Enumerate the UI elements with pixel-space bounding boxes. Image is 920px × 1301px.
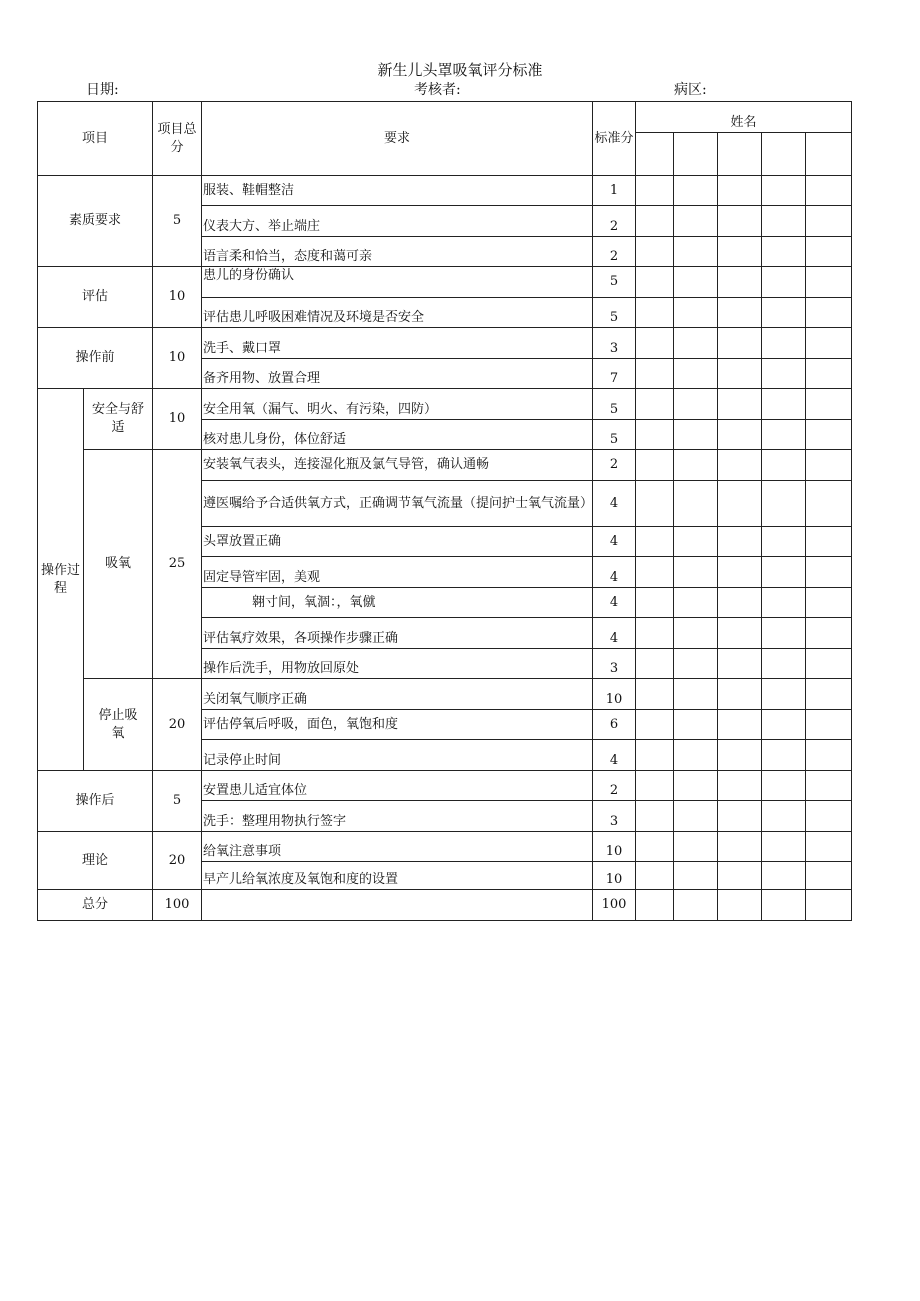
scoring-table — [37, 101, 852, 921]
standard-score: 3 — [593, 649, 636, 679]
score-cell[interactable] — [762, 710, 806, 740]
group-theory: 理论 — [38, 832, 153, 890]
score-cell[interactable] — [718, 649, 762, 679]
score-cell[interactable] — [762, 832, 806, 862]
requirement-cell: 安置患儿适宜体位 — [202, 771, 593, 801]
group-safety: 安全与舒适 — [84, 389, 153, 450]
requirement-cell: 记录停止时间 — [202, 740, 593, 771]
score-cell[interactable] — [718, 176, 762, 206]
score-cell[interactable] — [636, 557, 674, 588]
score-cell[interactable] — [636, 618, 674, 649]
score-cell[interactable] — [806, 862, 852, 890]
standard-score: 4 — [593, 740, 636, 771]
standard-score: 5 — [593, 267, 636, 298]
score-cell[interactable] — [718, 206, 762, 237]
requirement-cell: 仪表大方、举止端庄 — [202, 206, 593, 237]
standard-score: 10 — [593, 862, 636, 890]
score-cell[interactable] — [636, 328, 674, 359]
score-cell[interactable] — [762, 237, 806, 267]
score-cell[interactable] — [674, 890, 718, 921]
standard-score: 4 — [593, 618, 636, 649]
score-cell[interactable] — [718, 298, 762, 328]
requirement-cell: 患儿的身份确认 — [202, 267, 593, 298]
group-stop: 停止吸氧 — [84, 679, 153, 771]
name-cell[interactable] — [718, 133, 762, 176]
standard-score: 5 — [593, 420, 636, 450]
score-cell[interactable] — [762, 801, 806, 832]
score-cell[interactable] — [806, 450, 852, 481]
score-cell[interactable] — [674, 481, 718, 527]
standard-score: 5 — [593, 389, 636, 420]
name-cell[interactable] — [674, 133, 718, 176]
name-cell[interactable] — [636, 133, 674, 176]
requirement-cell: 固定导管牢固，美观 — [202, 557, 593, 588]
score-cell[interactable] — [806, 649, 852, 679]
examiner-label: 考核者: — [414, 82, 461, 98]
score-cell[interactable] — [674, 649, 718, 679]
group-theory-total: 20 — [153, 832, 202, 890]
score-cell[interactable] — [674, 801, 718, 832]
score-cell[interactable] — [762, 588, 806, 618]
score-cell[interactable] — [762, 527, 806, 557]
group-safety-total: 10 — [153, 389, 202, 450]
score-cell[interactable] — [762, 420, 806, 450]
score-cell[interactable] — [674, 740, 718, 771]
score-cell[interactable] — [762, 298, 806, 328]
score-cell[interactable] — [636, 359, 674, 389]
score-cell[interactable] — [762, 206, 806, 237]
score-cell[interactable] — [674, 328, 718, 359]
requirement-cell: 核对患儿身份，体位舒适 — [202, 420, 593, 450]
header-requirement: 要求 — [202, 102, 593, 176]
score-cell[interactable] — [718, 588, 762, 618]
group-post-op: 操作后 — [38, 771, 153, 832]
requirement-cell: 评估患儿呼吸困难情况及环境是否安全 — [202, 298, 593, 328]
score-cell[interactable] — [674, 710, 718, 740]
score-cell[interactable] — [806, 740, 852, 771]
score-cell[interactable] — [636, 890, 674, 921]
score-cell[interactable] — [674, 771, 718, 801]
standard-score: 2 — [593, 206, 636, 237]
requirement-cell: 评估停氧后呼吸，面色，氧饱和度 — [202, 710, 593, 740]
score-cell[interactable] — [718, 527, 762, 557]
score-cell[interactable] — [718, 679, 762, 710]
score-cell[interactable] — [762, 679, 806, 710]
total-label: 总分 — [38, 890, 153, 921]
score-cell[interactable] — [674, 359, 718, 389]
date-label: 日期: — [86, 82, 119, 98]
group-quality: 素质要求 — [38, 176, 153, 267]
total-standard: 100 — [593, 890, 636, 921]
score-cell[interactable] — [636, 801, 674, 832]
standard-score: 2 — [593, 771, 636, 801]
name-cell[interactable] — [806, 133, 852, 176]
standard-score: 10 — [593, 679, 636, 710]
requirement-cell: 洗手：整理用物执行签字 — [202, 801, 593, 832]
standard-score: 7 — [593, 359, 636, 389]
score-cell[interactable] — [636, 450, 674, 481]
header-total: 项目总分 — [153, 102, 202, 176]
standard-score: 5 — [593, 298, 636, 328]
score-cell[interactable] — [718, 862, 762, 890]
score-cell[interactable] — [718, 801, 762, 832]
score-cell[interactable] — [636, 237, 674, 267]
score-cell[interactable] — [762, 359, 806, 389]
score-cell[interactable] — [718, 481, 762, 527]
requirement-cell: 语言柔和恰当，态度和蔼可亲 — [202, 237, 593, 267]
total-requirement-empty — [202, 890, 593, 921]
score-cell[interactable] — [718, 557, 762, 588]
score-cell[interactable] — [806, 679, 852, 710]
score-cell[interactable] — [806, 527, 852, 557]
name-cell[interactable] — [762, 133, 806, 176]
header-item: 项目 — [38, 102, 153, 176]
score-cell[interactable] — [674, 206, 718, 237]
requirement-cell: 操作后洗手，用物放回原处 — [202, 649, 593, 679]
requirement-cell: 早产儿给氧浓度及氧饱和度的设置 — [202, 862, 593, 890]
score-cell[interactable] — [806, 420, 852, 450]
requirement-cell: 评估氧疗效果，各项操作步骤正确 — [202, 618, 593, 649]
score-cell[interactable] — [806, 710, 852, 740]
score-cell[interactable] — [674, 298, 718, 328]
score-cell[interactable] — [636, 740, 674, 771]
group-oxygen: 吸氧 — [84, 450, 153, 679]
score-cell[interactable] — [762, 267, 806, 298]
group-oxygen-total: 25 — [153, 450, 202, 679]
requirement-cell: 翱寸间，氧涸：，氧僦 — [202, 588, 593, 618]
score-cell[interactable] — [806, 328, 852, 359]
score-cell[interactable] — [718, 890, 762, 921]
score-cell[interactable] — [674, 527, 718, 557]
requirement-cell: 关闭氧气顺序正确 — [202, 679, 593, 710]
score-cell[interactable] — [636, 389, 674, 420]
score-cell[interactable] — [674, 862, 718, 890]
score-cell[interactable] — [806, 389, 852, 420]
standard-score: 4 — [593, 557, 636, 588]
score-cell[interactable] — [718, 328, 762, 359]
score-cell[interactable] — [718, 420, 762, 450]
score-cell[interactable] — [718, 450, 762, 481]
score-cell[interactable] — [674, 267, 718, 298]
score-cell[interactable] — [636, 527, 674, 557]
score-cell[interactable] — [718, 771, 762, 801]
score-cell[interactable] — [674, 557, 718, 588]
group-assess-total: 10 — [153, 267, 202, 328]
score-cell[interactable] — [806, 771, 852, 801]
score-cell[interactable] — [806, 481, 852, 527]
score-cell[interactable] — [762, 389, 806, 420]
score-cell[interactable] — [636, 679, 674, 710]
score-cell[interactable] — [636, 832, 674, 862]
standard-score: 2 — [593, 450, 636, 481]
requirement-cell: 给氧注意事项 — [202, 832, 593, 862]
score-cell[interactable] — [674, 237, 718, 267]
score-cell[interactable] — [762, 890, 806, 921]
score-cell[interactable] — [806, 237, 852, 267]
score-cell[interactable] — [674, 588, 718, 618]
score-cell[interactable] — [636, 298, 674, 328]
score-cell[interactable] — [806, 801, 852, 832]
group-process: 操作过程 — [38, 389, 84, 771]
standard-score: 6 — [593, 710, 636, 740]
score-cell[interactable] — [636, 771, 674, 801]
group-post-op-total: 5 — [153, 771, 202, 832]
requirement-cell: 服装、鞋帽整洁 — [202, 176, 593, 206]
requirement-cell: 遵医嘱给予合适供氧方式，正确调节氧气流量（提问护士氧气流量） — [202, 481, 593, 527]
score-cell[interactable] — [718, 740, 762, 771]
ward-label: 病区: — [674, 82, 707, 98]
page-title: 新生儿头罩吸氧评分标准 — [377, 61, 543, 79]
score-cell[interactable] — [806, 298, 852, 328]
score-cell[interactable] — [762, 557, 806, 588]
score-cell[interactable] — [718, 389, 762, 420]
standard-score: 10 — [593, 832, 636, 862]
score-cell[interactable] — [762, 862, 806, 890]
score-cell[interactable] — [718, 237, 762, 267]
score-cell[interactable] — [636, 267, 674, 298]
score-cell[interactable] — [674, 389, 718, 420]
standard-score: 1 — [593, 176, 636, 206]
score-cell[interactable] — [806, 557, 852, 588]
score-cell[interactable] — [636, 420, 674, 450]
requirement-cell: 安全用氧（漏气、明火、有污染，四防） — [202, 389, 593, 420]
score-cell[interactable] — [636, 710, 674, 740]
score-cell[interactable] — [636, 649, 674, 679]
standard-score: 4 — [593, 481, 636, 527]
score-cell[interactable] — [762, 771, 806, 801]
group-pre-op-total: 10 — [153, 328, 202, 389]
score-cell[interactable] — [718, 359, 762, 389]
requirement-cell: 备齐用物、放置合理 — [202, 359, 593, 389]
score-cell[interactable] — [636, 206, 674, 237]
score-cell[interactable] — [762, 450, 806, 481]
standard-score: 2 — [593, 237, 636, 267]
total-points: 100 — [153, 890, 202, 921]
score-cell[interactable] — [806, 359, 852, 389]
group-pre-op: 操作前 — [38, 328, 153, 389]
score-cell[interactable] — [674, 832, 718, 862]
score-cell[interactable] — [636, 481, 674, 527]
score-cell[interactable] — [762, 649, 806, 679]
header-standard: 标准分 — [593, 102, 636, 176]
requirement-cell: 头罩放置正确 — [202, 527, 593, 557]
score-cell[interactable] — [806, 832, 852, 862]
standard-score: 4 — [593, 527, 636, 557]
group-stop-total: 20 — [153, 679, 202, 771]
score-cell[interactable] — [806, 206, 852, 237]
score-cell[interactable] — [762, 328, 806, 359]
standard-score: 4 — [593, 588, 636, 618]
score-cell[interactable] — [718, 618, 762, 649]
score-cell[interactable] — [674, 420, 718, 450]
requirement-cell: 洗手、戴口罩 — [202, 328, 593, 359]
header-name: 姓名 — [636, 102, 852, 133]
score-cell[interactable] — [718, 267, 762, 298]
score-cell[interactable] — [674, 176, 718, 206]
score-cell[interactable] — [674, 450, 718, 481]
score-cell[interactable] — [636, 176, 674, 206]
score-cell[interactable] — [674, 618, 718, 649]
requirement-cell: 安装氧气表头，连接湿化瓶及氯气导管，确认通畅 — [202, 450, 593, 481]
group-assess: 评估 — [38, 267, 153, 328]
score-cell[interactable] — [674, 679, 718, 710]
score-cell[interactable] — [718, 832, 762, 862]
group-quality-total: 5 — [153, 176, 202, 267]
score-cell[interactable] — [762, 481, 806, 527]
standard-score: 3 — [593, 328, 636, 359]
score-cell[interactable] — [806, 267, 852, 298]
score-cell[interactable] — [762, 740, 806, 771]
score-cell[interactable] — [636, 588, 674, 618]
score-cell[interactable] — [806, 588, 852, 618]
score-cell[interactable] — [718, 710, 762, 740]
score-cell[interactable] — [806, 890, 852, 921]
score-cell[interactable] — [762, 618, 806, 649]
score-cell[interactable] — [762, 176, 806, 206]
score-cell[interactable] — [806, 176, 852, 206]
standard-score: 3 — [593, 801, 636, 832]
score-cell[interactable] — [806, 618, 852, 649]
score-cell[interactable] — [636, 862, 674, 890]
